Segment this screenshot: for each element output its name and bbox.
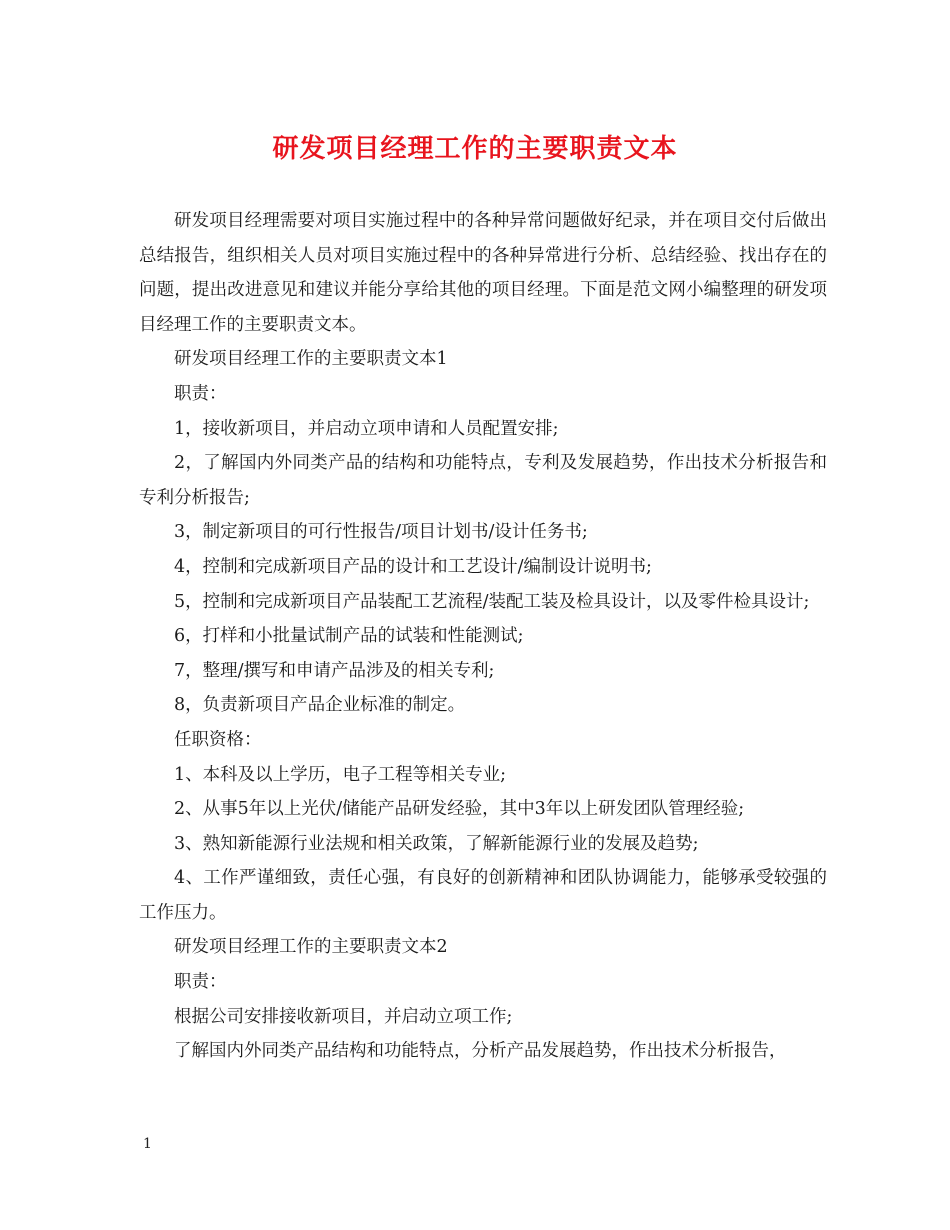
- qualification-item: 3、熟知新能源行业法规和相关政策，了解新能源行业的发展及趋势;: [174, 833, 699, 854]
- qualification-item: 2、从事5年以上光伏/储能产品研发经验，其中3年以上研发团队管理经验;: [174, 799, 745, 820]
- duty-item: 6，打样和小批量试制产品的试装和性能测试;: [174, 626, 524, 647]
- duty-item: 2，了解国内外同类产品的结构和功能特点，专利及发展趋势，作出技术分析报告和专利分析报告;: [139, 453, 827, 508]
- duty-item: 5，控制和完成新项目产品装配工艺流程/装配工装及检具设计，以及零件检具设计;: [174, 591, 810, 612]
- document-body: [139, 204, 827, 1069]
- section-heading-2: 研发项目经理工作的主要职责文本2: [174, 937, 448, 958]
- intro-paragraph: 研发项目经理需要对项目实施过程中的各种异常问题做好纪录，并在项目交付后做出总结报告，组织相关人员对项目实施过程中的各种异常进行分析、总结经验、找出存在的问题，提出改进意见和建议并能分享给其他的项目经理。下面是范文网小编整理的研发项目经理工作的主要职责文本。: [139, 211, 827, 335]
- qualifications-label: 任职资格：: [174, 729, 262, 750]
- duty-item: 1，接收新项目，并启动立项申请和人员配置安排;: [174, 418, 559, 439]
- duty-item: 4，控制和完成新项目产品的设计和工艺设计/编制设计说明书;: [174, 556, 652, 577]
- duty-item: 7，整理/撰写和申请产品涉及的相关专利;: [174, 660, 495, 681]
- duty-item: 根据公司安排接收新项目，并启动立项工作;: [174, 1006, 513, 1027]
- section-heading-1: 研发项目经理工作的主要职责文本1: [174, 349, 448, 370]
- duties-label: 职责：: [174, 383, 227, 404]
- duty-item: 8，负责新项目产品企业标准的制定。: [174, 695, 466, 716]
- qualification-item: 4、工作严谨细致，责任心强，有良好的创新精神和团队协调能力，能够承受较强的工作压力。: [139, 868, 827, 923]
- duty-item: 了解国内外同类产品结构和功能特点，分析产品发展趋势，作出技术分析报告，: [174, 1041, 787, 1062]
- duty-item: 3，制定新项目的可行性报告/项目计划书/设计任务书;: [174, 522, 588, 543]
- qualification-item: 1、本科及以上学历，电子工程等相关专业;: [174, 764, 507, 785]
- page-number: 1: [143, 1136, 152, 1152]
- document-title: 研发项目经理工作的主要职责文本: [272, 134, 678, 164]
- duties-label: 职责：: [174, 972, 227, 993]
